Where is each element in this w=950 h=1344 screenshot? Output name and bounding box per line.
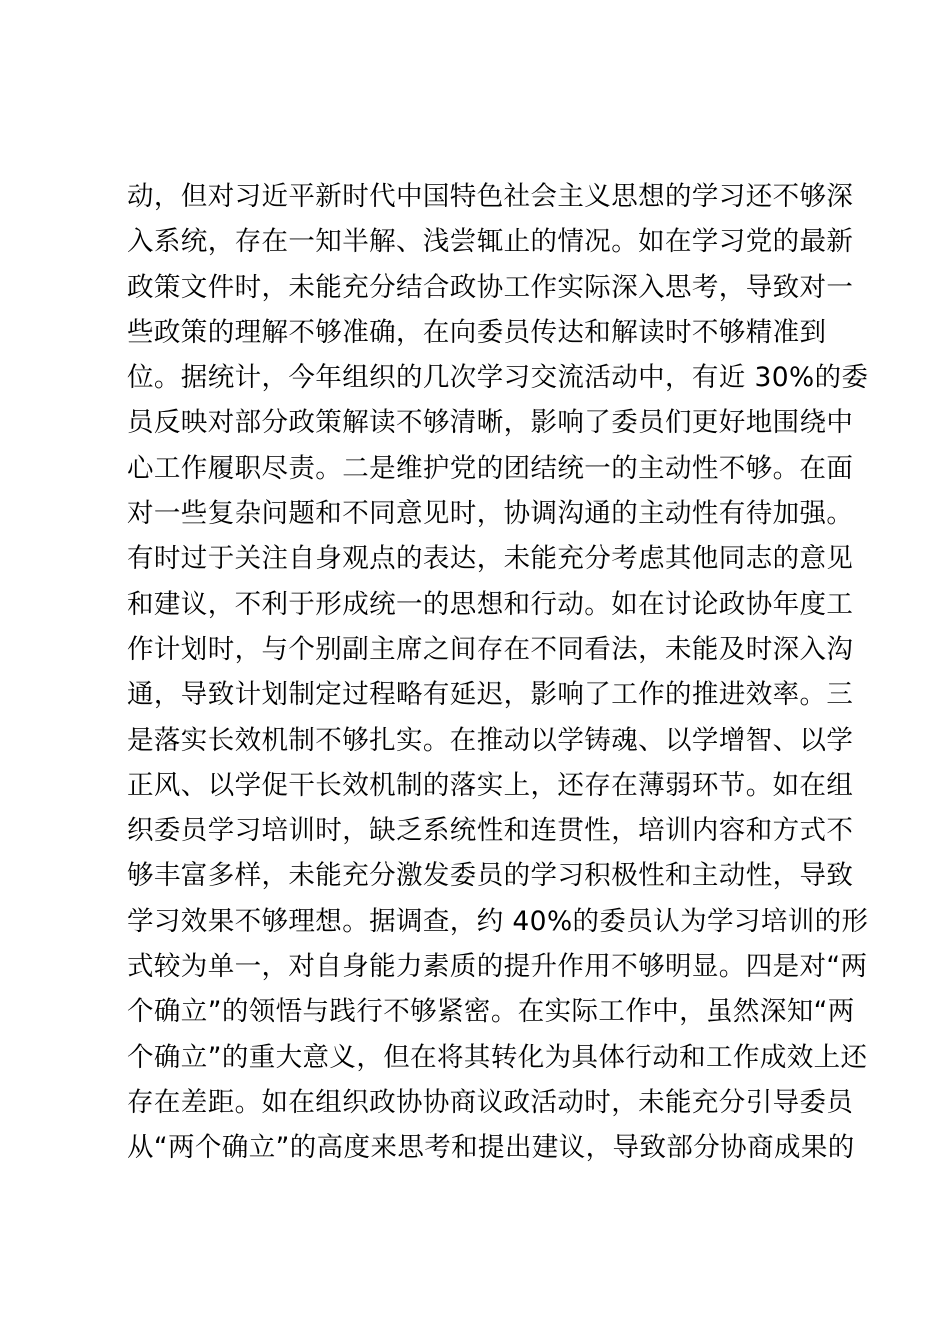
text-line: 存在差距。如在组织政协协商议政活动时，未能充分引导委员 [127,1086,854,1118]
text-line: 位。据统计，今年组织的几次学习交流活动中，有近 30%的委 [127,362,869,394]
text-line: 些政策的理解不够准确，在向委员传达和解读时不够精准到 [127,316,827,348]
text-line: 个确立”的重大意义，但在将其转化为具体行动和工作成效上还 [127,1041,868,1073]
text-line: 学习效果不够理想。据调查，约 40%的委员认为学习培训的形 [127,905,869,937]
text-line: 正风、以学促干长效机制的落实上，还存在薄弱环节。如在组 [127,769,854,801]
text-line: 作计划时，与个别副主席之间存在不同看法，未能及时深入沟 [127,633,854,665]
text-line: 够丰富多样，未能充分激发委员的学习积极性和主动性，导致 [127,860,854,892]
body-text [127,174,869,1171]
text-line: 动，但对习近平新时代中国特色社会主义思想的学习还不够深 [127,181,854,212]
text-line: 有时过于关注自身观点的表达，未能充分考虑其他同志的意见 [127,543,854,575]
text-line: 和建议，不利于形成统一的思想和行动。如在讨论政协年度工 [127,588,854,620]
text-line: 从“两个确立”的高度来思考和提出建议，导致部分协商成果的 [127,1132,855,1164]
text-line: 式较为单一，对自身能力素质的提升作用不够明显。四是对“两 [127,951,868,983]
text-line: 个确立”的领悟与践行不够紧密。在实际工作中，虽然深知“两 [127,996,855,1028]
text-line: 对一些复杂问题和不同意见时，协调沟通的主动性有待加强。 [127,498,854,530]
text-line: 是落实长效机制不够扎实。在推动以学铸魂、以学增智、以学 [127,724,854,756]
text-line: 织委员学习培训时，缺乏系统性和连贯性，培训内容和方式不 [127,815,854,847]
text-line: 通，导致计划制定过程略有延迟，影响了工作的推进效率。三 [127,679,854,711]
text-line: 心工作履职尽责。二是维护党的团结统一的主动性不够。在面 [127,452,854,484]
text-line: 员反映对部分政策解读不够清晰，影响了委员们更好地围绕中 [127,407,854,439]
text-line: 入系统，存在一知半解、浅尝辄止的情况。如在学习党的最新 [127,226,854,258]
text-line: 政策文件时，未能充分结合政协工作实际深入思考，导致对一 [127,271,854,303]
